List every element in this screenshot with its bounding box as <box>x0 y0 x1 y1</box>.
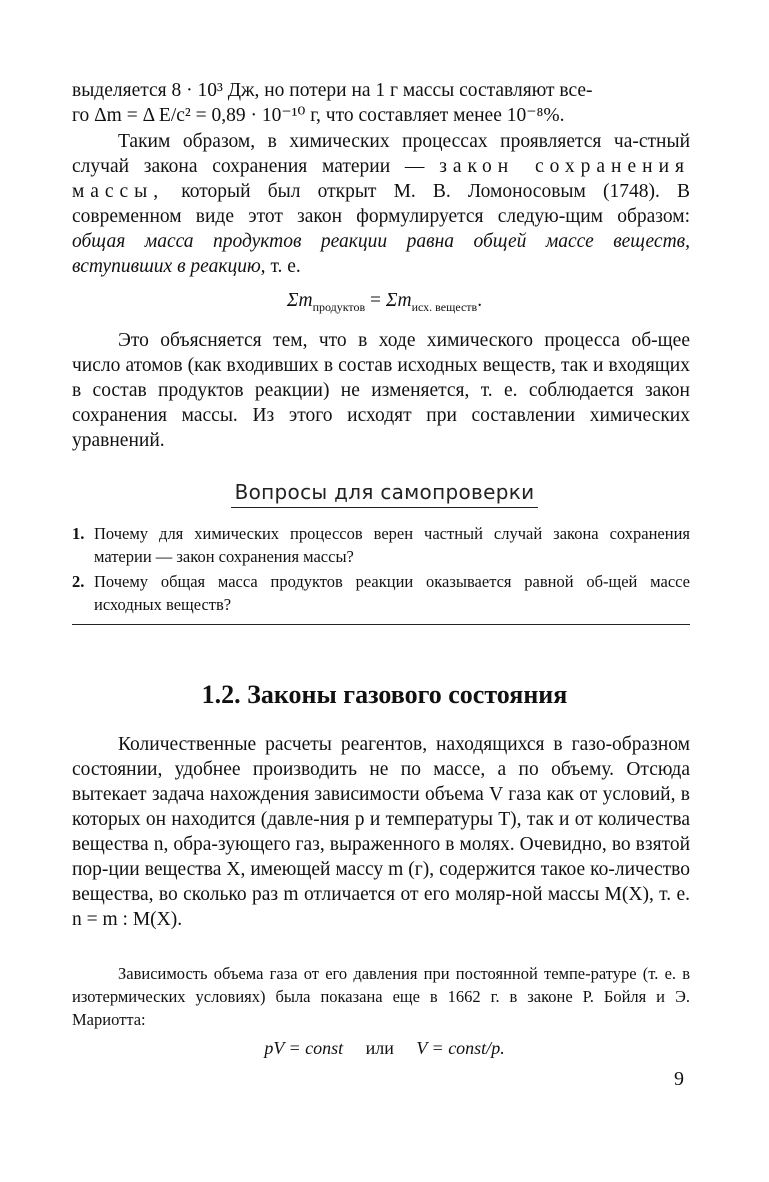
paragraph-middle: который был открыт М. В. Ломоносовым (1748). В современном виде этот закон формулируется следую-щим образом: <box>72 181 690 227</box>
paragraph-text: Количественные расчеты реагентов, находящихся в газо-образном состоянии, удобнее производить не по массе, а по объему. Отсюда вытекает задача нахождения зависимости объема V газа как от условий, в которых он находится (давле-ния p и температуры T), так и от количества вещества n, обра-зующего газ, выраженного в молях. Очевидно, во взятой пор-ции вещества X, имеющей массу m (г), содержится такое ко-личество вещества, во сколько раз m отличается от его моляр-ной массы M(X), т. е. n = m : M(X). <box>72 734 690 930</box>
formula-connector: или <box>365 1038 394 1058</box>
question-text: Почему общая масса продуктов реакции оказывается равной об-щей массе исходных веществ? <box>94 572 690 614</box>
explanation-paragraph <box>72 328 690 453</box>
paragraph-intro: Таким образом, в химических процессах проявляется ча-стный случай закона сохранения материи — <box>72 131 690 177</box>
question-number: 1. <box>72 524 85 543</box>
questions-title-text: Вопросы для самопроверки <box>231 480 539 508</box>
paragraph-text: Зависимость объема газа от его давления при постоянной темпе-ратуре (т. е. в изотермических условиях) была показана еще в 1662 г. в законе Р. Бойля и Э. Мариотта: <box>72 964 690 1029</box>
formula-left: pV = const <box>264 1038 344 1058</box>
section-heading: 1.2. Законы газового состояния <box>201 680 568 709</box>
gas-laws-paragraph <box>72 732 690 932</box>
formula-lhs: Σm <box>286 290 313 311</box>
boyle-formula <box>0 1038 769 1059</box>
formula-end: . <box>477 290 483 311</box>
paragraph-continued <box>72 78 690 128</box>
page-number: 9 <box>674 1068 684 1090</box>
section-divider <box>72 624 690 625</box>
law-term: закон сохранения массы, <box>72 156 690 202</box>
mass-conservation-paragraph <box>72 129 690 279</box>
question-item <box>72 522 690 568</box>
question-text: Почему для химических процессов верен частный случай закона сохранения материи — закон сохранения массы? <box>94 524 690 566</box>
formula-right: V = const/p. <box>416 1038 505 1058</box>
formula-lhs-subscript: продуктов <box>312 300 366 314</box>
paragraph-line: выделяется 8 · 10³ Дж, но потери на 1 г массы составляют все- <box>72 80 593 101</box>
questions-title <box>0 480 769 508</box>
paragraph-text: Это объясняется тем, что в ходе химического процесса об-щее число атомов (как входивших в состав исходных веществ, так и входящих в состав продуктов реакции) не изменяется, т. е. соблюдается закон сохранения массы. Из этого исходят при составлении химических уравнений. <box>72 330 690 451</box>
questions-list <box>72 522 690 618</box>
paragraph-end: т. е. <box>265 256 301 277</box>
law-statement: общая масса продуктов реакции равна общей массе веществ, вступивших в реакцию, <box>72 231 690 277</box>
paragraph-line: го Δm = Δ E/c² = 0,89 · 10⁻¹⁰ г, что составляет менее 10⁻⁸%. <box>72 105 565 126</box>
formula-rhs-subscript: исх. веществ <box>411 300 478 314</box>
boyle-mariotte-paragraph <box>72 962 690 1031</box>
question-item <box>72 570 690 616</box>
mass-formula <box>0 290 769 315</box>
question-number: 2. <box>72 572 85 591</box>
formula-rhs: Σm <box>385 290 412 311</box>
paragraph-text <box>72 129 690 279</box>
formula-equals: = <box>365 290 386 311</box>
